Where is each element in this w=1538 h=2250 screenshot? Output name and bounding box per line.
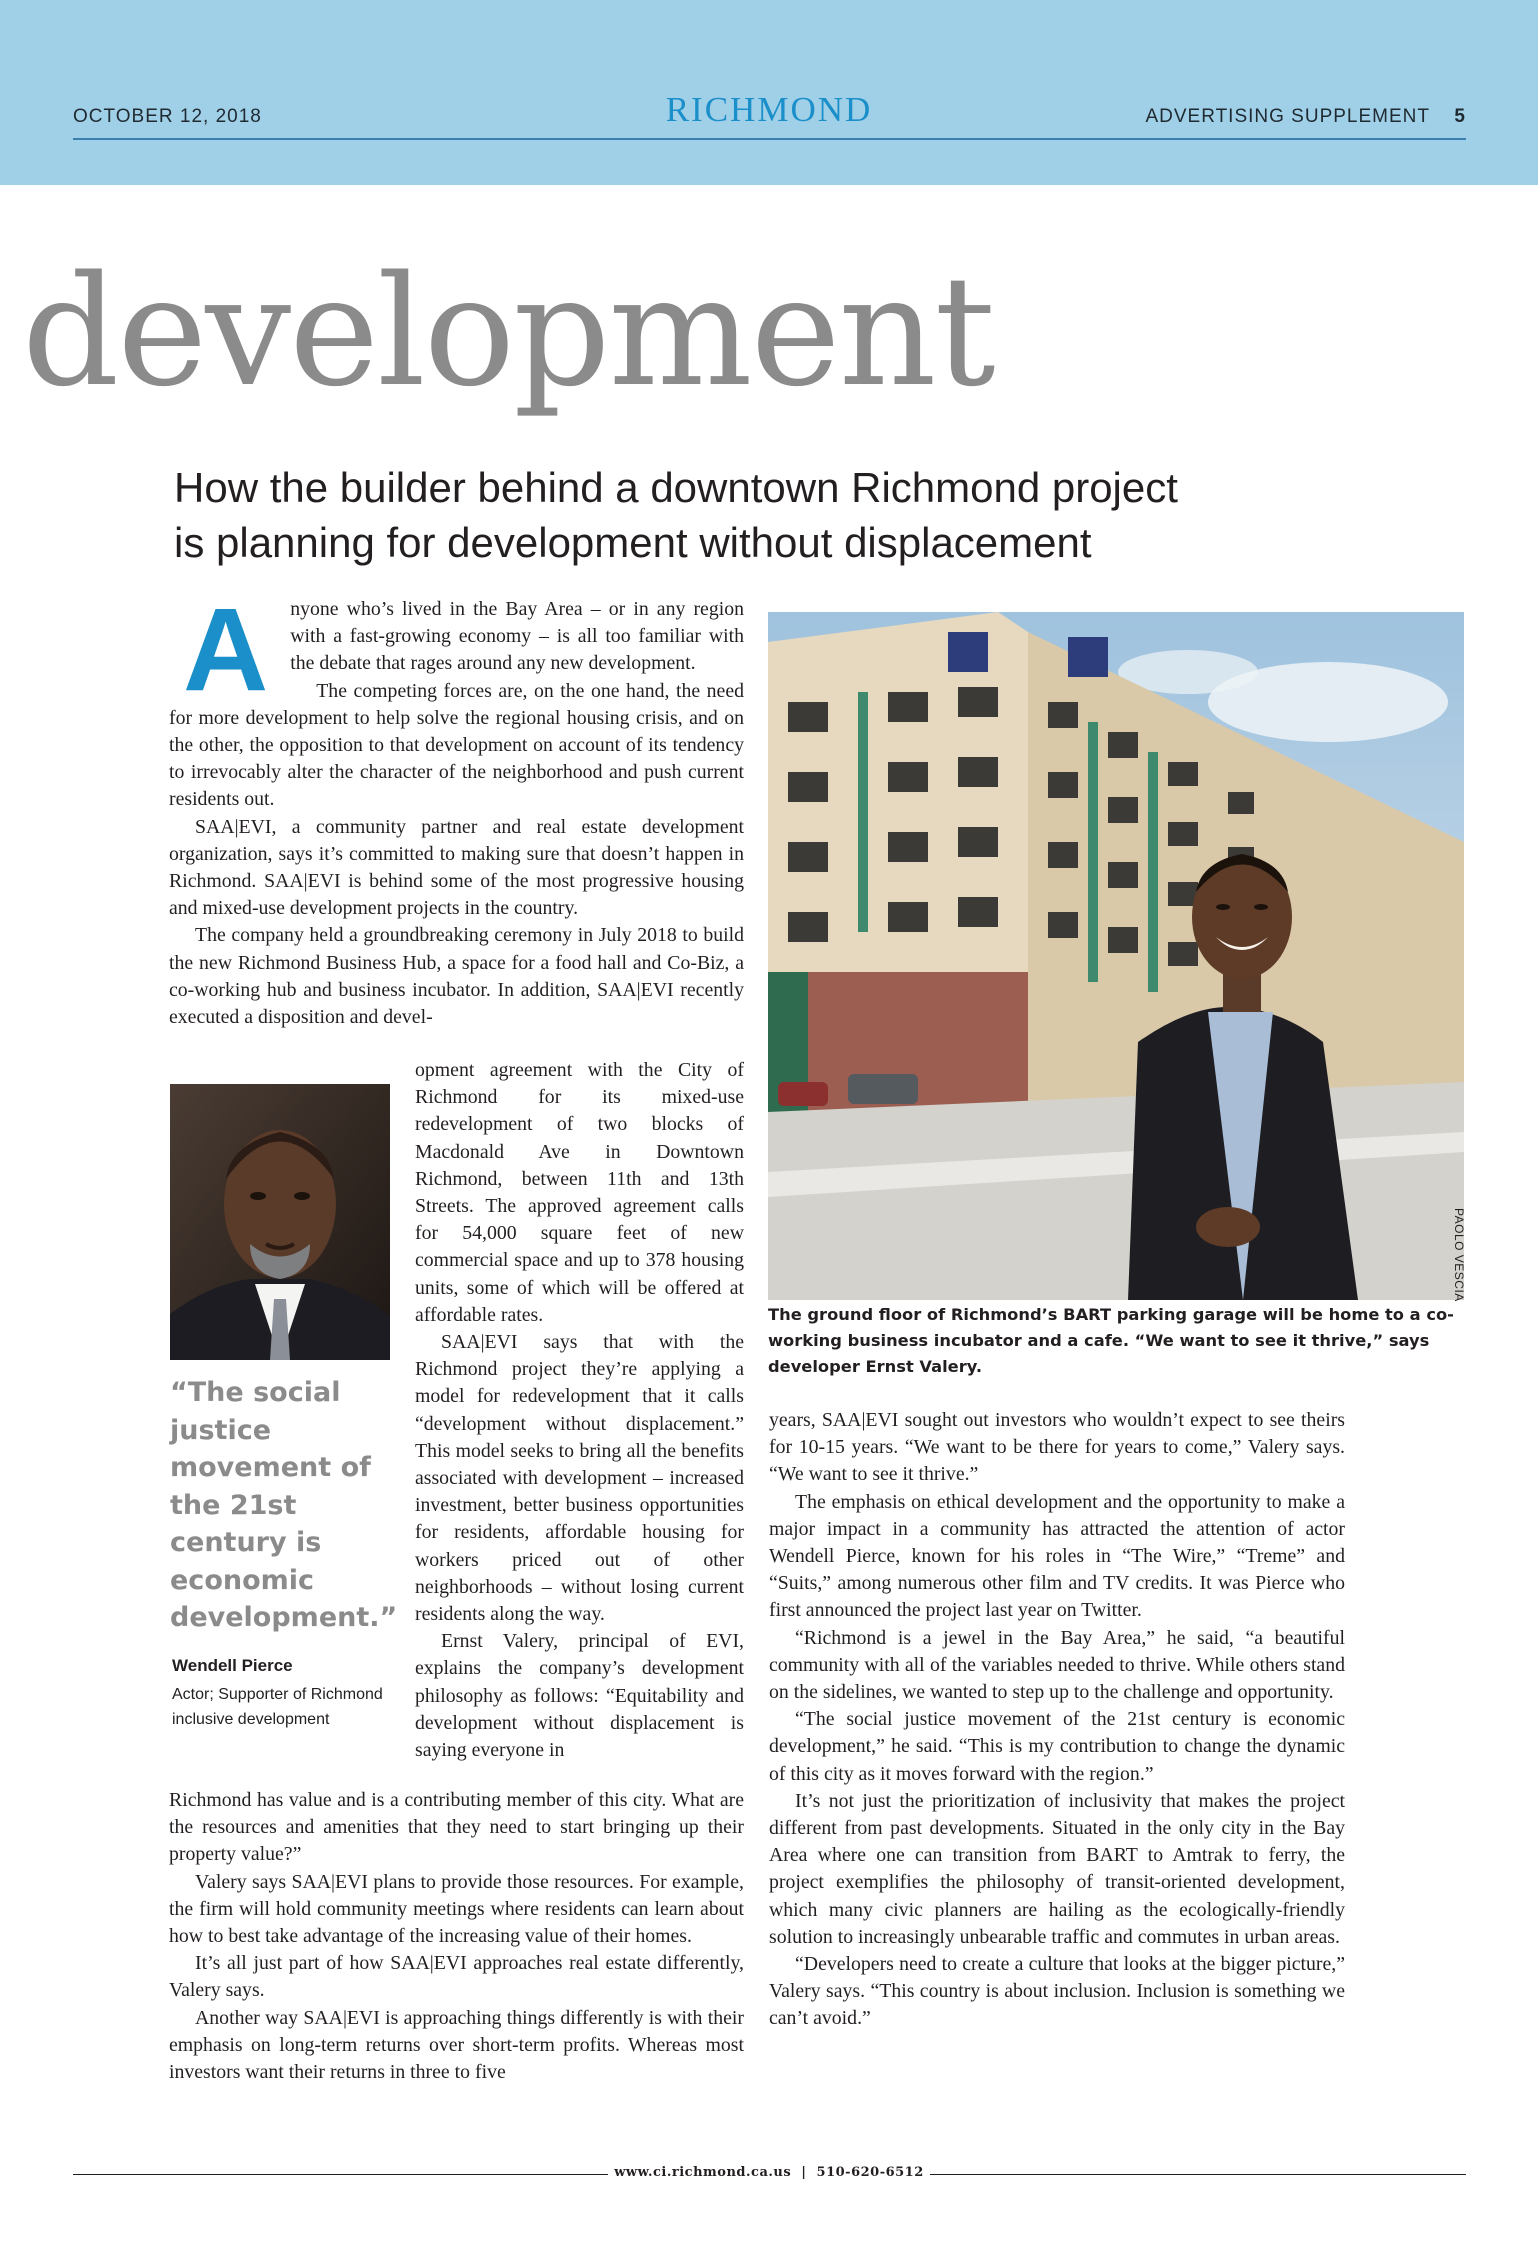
paragraph-5: SAA|EVI says that with the Richmond project they’re applying a model for redevelopment that it calls “development without displacement.” This model seeks to bring all the benefits associated with development – increased investment, better business opportunities for residents, affordable housing for workers priced out of other neighborhoods – without losing current residents along the way. [415, 1331, 744, 1626]
paragraph-6-cont: Richmond has value and is a contributing member of this city. What are the resources and amenities that they need to start bringing up their property value?” [169, 1789, 744, 1866]
section-heading: development [22, 243, 994, 420]
article-subhead [174, 460, 1374, 570]
bart-garage-photo [768, 612, 1464, 1300]
paragraph-r1: years, SAA|EVI sought out investors who wouldn’t expect to see theirs for 10-15 years. “We want to be there for years to come,” Valery says. “We want to see it thrive.” [769, 1409, 1345, 1486]
pull-quote: “The social justice movement of the 21st century is economic development.” [170, 1377, 398, 1633]
paragraph-4-cont: opment agreement with the City of Richmond for its mixed-use redevelopment of two blocks of Macdonald Ave in Downtown Richmond, between 11th and 13th Streets. The approved agreement calls for 54,000 square feet of new commercial space and up to 378 housing units, some of which will be offered at affordable rates. [415, 1059, 744, 1326]
footer-website-link[interactable]: www.ci.richmond.ca.us [614, 2165, 792, 2180]
paragraph-r6: “Developers need to create a culture that looks at the bigger picture,” Valery says. “This country is about inclusion. Inclusion is something we can’t avoid.” [769, 1953, 1345, 2030]
issue-date: OCTOBER 12, 2018 [73, 106, 262, 127]
pull-quote-attribution-role: Actor; Supporter of Richmond inclusive development [172, 1686, 383, 1728]
paragraph-6: Ernst Valery, principal of EVI, explains the company’s development philosophy as follows: “Equitability and development without displacement is saying everyone in [415, 1630, 744, 1762]
paragraph-9: Another way SAA|EVI is approaching things differently is with their emphasis on long-term returns over short-term profits. Whereas most investors want their returns in three to five [169, 2006, 744, 2084]
wendell-pierce-headshot [170, 1084, 390, 1360]
supplement-label: ADVERTISING SUPPLEMENT [1145, 106, 1430, 127]
drop-cap: A [183, 584, 269, 716]
article-column-left-narrow [415, 1057, 744, 1764]
paragraph-r3: “Richmond is a jewel in the Bay Area,” he said, “a beautiful community with all of the variables needed to thrive. While others stand on the sidelines, we wanted to step up to the challenge and opportunity. [769, 1626, 1345, 1704]
article-column-left-top [169, 584, 744, 1031]
paragraph-r2: The emphasis on ethical development and the opportunity to make a major impact in a community has attracted the attention of actor Wendell Pierce, known for his roles in “The Wire,” “Treme” and “Suits,” among numerous other film and TV credits. It was Pierce who first announced the project last year on Twitter. [769, 1490, 1345, 1622]
paragraph-r5: It’s not just the prioritization of inclusivity that makes the project different from past developments. Situated in the only city in the Bay Area where one can transition from BART to Amtrak to ferry, the project exemplifies the philosophy of transit-oriented development, which many civic planners are hailing as the ecologically-friendly solution to increasingly unbearable traffic and commutes in urban areas. [769, 1789, 1345, 1948]
photo-caption: The ground floor of Richmond’s BART parking garage will be home to a co-working business incubator and a cafe. “We want to see it thrive,” says developer Ernst Valery. [768, 1305, 1454, 1376]
paragraph-4: The company held a groundbreaking ceremony in July 2018 to build the new Richmond Business Hub, a space for a food hall and Co-Biz, a co-working hub and business incubator. In addition, SAA|EVI recently executed a disposition and devel- [169, 924, 744, 1029]
footer-separator: | [801, 2165, 807, 2180]
paragraph-3: SAA|EVI, a community partner and real estate development organization, says it’s committed to making sure that doesn’t happen in Richmond. SAA|EVI is behind some of the most progressive housing and mixed-use development projects in the country. [169, 815, 744, 920]
paragraph-2: The competing forces are, on the one hand, the need for more development to help solve the regional housing crisis, and on the other, the opposition to that development on account of its tendency to irrevocably alter the character of the neighborhood and push current residents out. [169, 679, 744, 811]
photo-credit: PAOLO VESCIA [1452, 1208, 1466, 1302]
subhead-line-1: How the builder behind a downtown Richmond project [174, 464, 1178, 511]
paragraph-r4: “The social justice movement of the 21st century is economic development,” he said. “This is my contribution to change the dynamic of this city as it moves forward with the region.” [769, 1708, 1345, 1785]
footer-contact [0, 2165, 1538, 2180]
paragraph-7: Valery says SAA|EVI plans to provide those resources. For example, the firm will hold community meetings where residents can learn about how to best take advantage of the increasing value of their homes. [169, 1870, 744, 1948]
header-rule [73, 138, 1466, 140]
article-column-left-bottom [169, 1787, 744, 2086]
paragraph-8: It’s all just part of how SAA|EVI approaches real estate differently, Valery says. [169, 1952, 744, 2002]
footer-phone: 510-620-6512 [816, 2165, 924, 2180]
paragraph-1: A nyone who’s lived in the Bay Area – or in any region with a fast-growing economy – is all too familiar with the debate that rages around any new development. [169, 596, 744, 678]
subhead-line-2: is planning for development without displacement [174, 519, 1092, 566]
pull-quote-attribution-name: Wendell Pierce [172, 1656, 293, 1675]
article-column-right [769, 1407, 1345, 2033]
page-number: 5 [1454, 106, 1465, 127]
publication-title: RICHMOND [665, 90, 873, 129]
